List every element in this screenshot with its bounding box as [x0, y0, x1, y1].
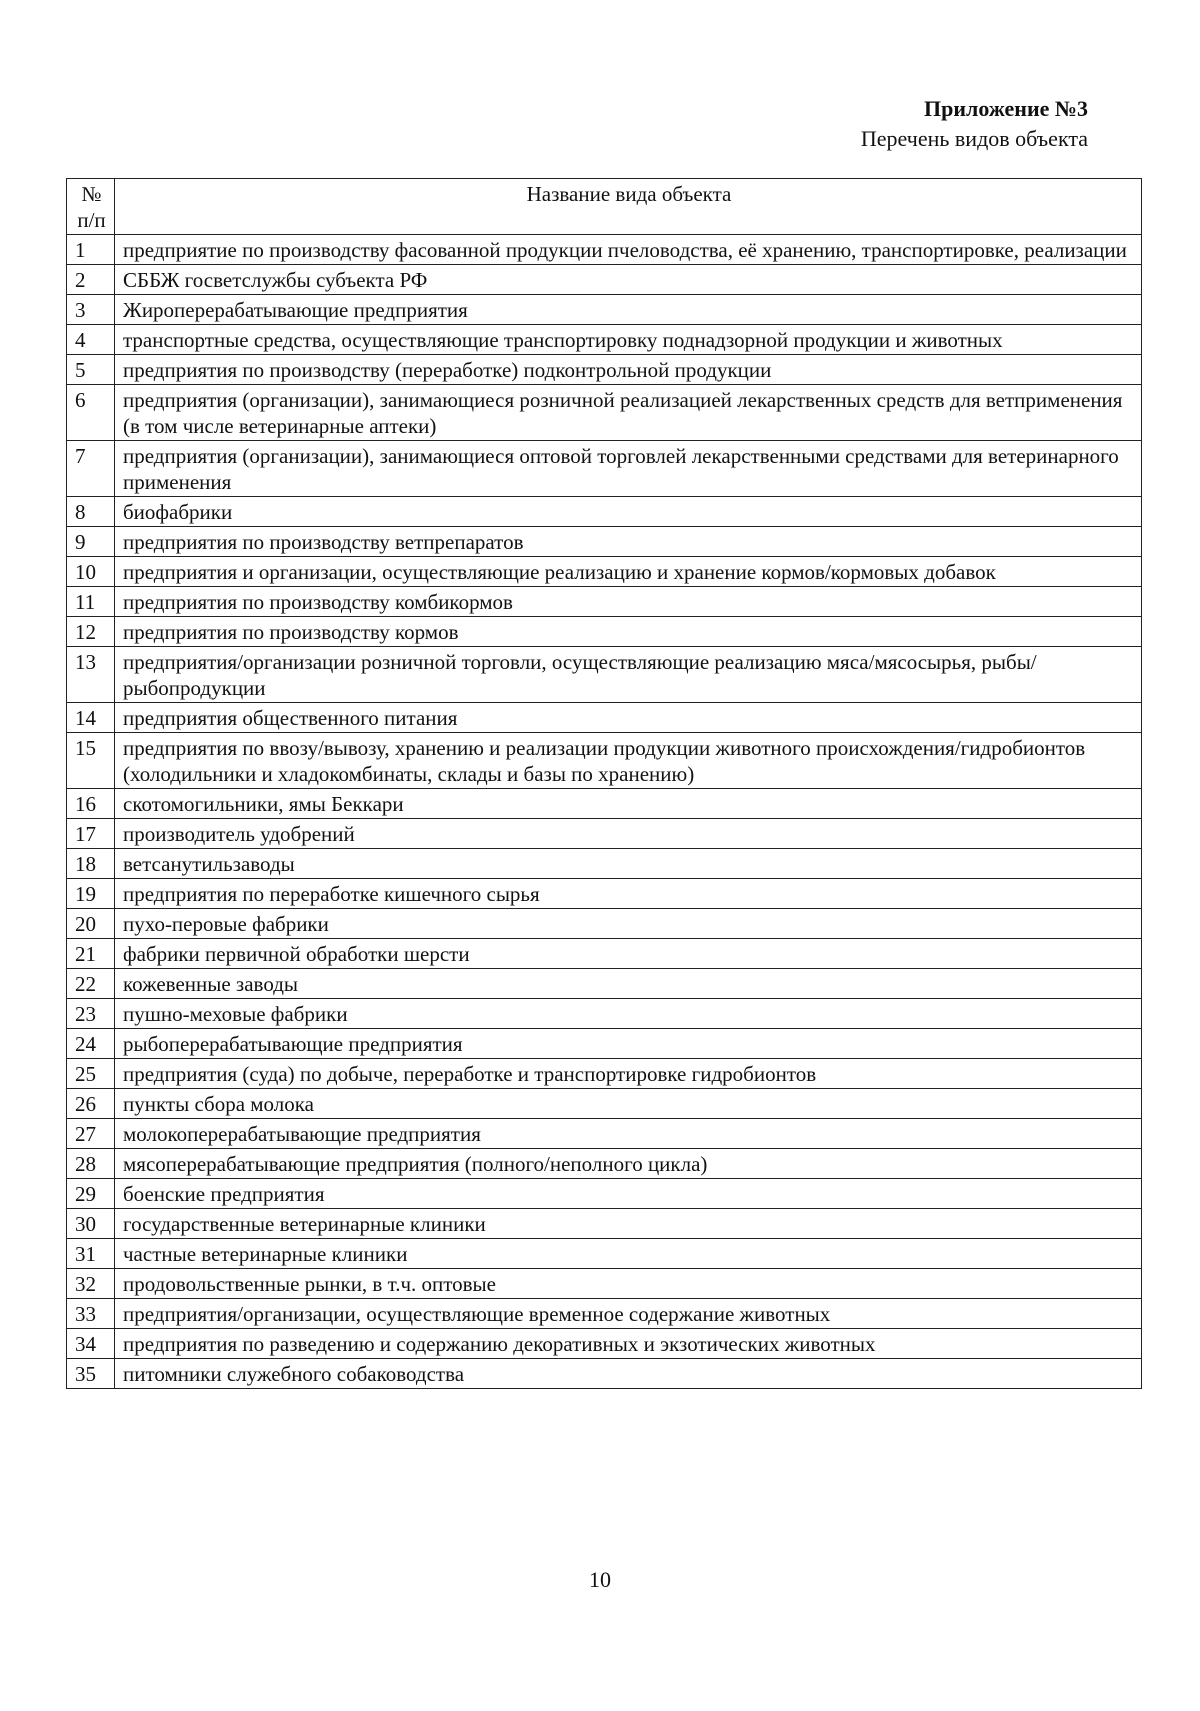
object-type-name-cell: предприятия по ввозу/вывозу, хранению и реализации продукции животного происхождения/гидробионтов (холодильники и хладокомбинаты, склады и базы по хранению) — [115, 733, 1142, 789]
row-number-cell: 6 — [67, 385, 115, 441]
table-row — [67, 325, 1142, 355]
row-number-cell: 9 — [67, 527, 115, 557]
table-row — [67, 497, 1142, 527]
row-number-cell: 24 — [67, 1029, 115, 1059]
object-type-name-cell: предприятия/организации, осуществляющие временное содержание животных — [115, 1299, 1142, 1329]
table-row — [67, 1269, 1142, 1299]
row-number-cell: 2 — [67, 265, 115, 295]
table-row — [67, 355, 1142, 385]
row-number-cell: 16 — [67, 789, 115, 819]
table-row — [67, 1179, 1142, 1209]
table-row — [67, 1149, 1142, 1179]
appendix-subtitle: Перечень видов объекта — [860, 126, 1088, 151]
object-type-name-cell: пушно-меховые фабрики — [115, 999, 1142, 1029]
row-number-cell: 7 — [67, 441, 115, 497]
object-type-name-cell: предприятие по производству фасованной продукции пчеловодства, её хранению, транспортировке, реализации — [115, 235, 1142, 265]
table-row — [67, 441, 1142, 497]
column-header-number-line1: № — [81, 182, 102, 206]
table-row — [67, 617, 1142, 647]
object-type-name-cell: питомники служебного собаководства — [115, 1359, 1142, 1389]
table-row — [67, 295, 1142, 325]
table-header-row — [67, 179, 1142, 235]
row-number-cell: 5 — [67, 355, 115, 385]
row-number-cell: 4 — [67, 325, 115, 355]
table-row — [67, 527, 1142, 557]
table-row — [67, 939, 1142, 969]
object-type-name-cell: производитель удобрений — [115, 819, 1142, 849]
object-type-name-cell: предприятия (суда) по добыче, переработке и транспортировке гидробионтов — [115, 1059, 1142, 1089]
table-row — [67, 385, 1142, 441]
table-row — [67, 733, 1142, 789]
column-header-number — [67, 179, 115, 235]
table-row — [67, 1089, 1142, 1119]
object-type-name-cell: частные ветеринарные клиники — [115, 1239, 1142, 1269]
table-row — [67, 1029, 1142, 1059]
table-row — [67, 1329, 1142, 1359]
object-type-name-cell: мясоперерабатывающие предприятия (полного/неполного цикла) — [115, 1149, 1142, 1179]
table-row — [67, 235, 1142, 265]
row-number-cell: 34 — [67, 1329, 115, 1359]
table-row — [67, 879, 1142, 909]
row-number-cell: 20 — [67, 909, 115, 939]
row-number-cell: 13 — [67, 647, 115, 703]
object-type-name-cell: рыбоперерабатывающие предприятия — [115, 1029, 1142, 1059]
object-type-name-cell: ветсанутильзаводы — [115, 849, 1142, 879]
object-type-name-cell: биофабрики — [115, 497, 1142, 527]
row-number-cell: 10 — [67, 557, 115, 587]
object-type-name-cell: предприятия общественного питания — [115, 703, 1142, 733]
row-number-cell: 12 — [67, 617, 115, 647]
row-number-cell: 28 — [67, 1149, 115, 1179]
table-row — [67, 819, 1142, 849]
row-number-cell: 18 — [67, 849, 115, 879]
table-row — [67, 1209, 1142, 1239]
row-number-cell: 35 — [67, 1359, 115, 1389]
row-number-cell: 32 — [67, 1269, 115, 1299]
table-row — [67, 587, 1142, 617]
row-number-cell: 17 — [67, 819, 115, 849]
table-row — [67, 265, 1142, 295]
object-type-name-cell: предприятия и организации, осуществляющие реализацию и хранение кормов/кормовых добавок — [115, 557, 1142, 587]
object-type-name-cell: предприятия по переработке кишечного сырья — [115, 879, 1142, 909]
row-number-cell: 1 — [67, 235, 115, 265]
object-type-name-cell: предприятия (организации), занимающиеся розничной реализацией лекарственных средств для ветприменения (в том числе ветеринарные аптеки) — [115, 385, 1142, 441]
object-type-name-cell: пухо-перовые фабрики — [115, 909, 1142, 939]
row-number-cell: 8 — [67, 497, 115, 527]
row-number-cell: 26 — [67, 1089, 115, 1119]
row-number-cell: 15 — [67, 733, 115, 789]
object-type-name-cell: предприятия/организации розничной торговли, осуществляющие реализацию мяса/мясосырья, рыбы/рыбопродукции — [115, 647, 1142, 703]
row-number-cell: 3 — [67, 295, 115, 325]
row-number-cell: 29 — [67, 1179, 115, 1209]
row-number-cell: 21 — [67, 939, 115, 969]
object-type-name-cell: предприятия по производству кормов — [115, 617, 1142, 647]
object-type-name-cell: СББЖ госветслужбы субъекта РФ — [115, 265, 1142, 295]
appendix-header — [861, 94, 1088, 154]
table-row — [67, 1119, 1142, 1149]
table-row — [67, 1239, 1142, 1269]
object-type-name-cell: продовольственные рынки, в т.ч. оптовые — [115, 1269, 1142, 1299]
object-type-name-cell: предприятия по производству комбикормов — [115, 587, 1142, 617]
table-row — [67, 849, 1142, 879]
object-type-name-cell: Жироперерабатывающие предприятия — [115, 295, 1142, 325]
object-type-name-cell: предприятия по производству (переработке) подконтрольной продукции — [115, 355, 1142, 385]
table-row — [67, 999, 1142, 1029]
object-type-name-cell: предприятия по разведению и содержанию декоративных и экзотических животных — [115, 1329, 1142, 1359]
table-row — [67, 789, 1142, 819]
column-header-name: Название вида объекта — [115, 179, 1142, 235]
row-number-cell: 30 — [67, 1209, 115, 1239]
table-row — [67, 969, 1142, 999]
row-number-cell: 11 — [67, 587, 115, 617]
object-type-name-cell: кожевенные заводы — [115, 969, 1142, 999]
object-type-name-cell: скотомогильники, ямы Беккари — [115, 789, 1142, 819]
object-type-name-cell: боенские предприятия — [115, 1179, 1142, 1209]
page-number: 10 — [589, 1567, 611, 1592]
column-header-number-line2: п/п — [77, 208, 106, 232]
object-type-name-cell: молокоперерабатывающие предприятия — [115, 1119, 1142, 1149]
object-type-name-cell: предприятия (организации), занимающиеся оптовой торговлей лекарственными средствами для ветеринарного применения — [115, 441, 1142, 497]
row-number-cell: 23 — [67, 999, 115, 1029]
table-row — [67, 703, 1142, 733]
table-row — [67, 1359, 1142, 1389]
table-row — [67, 557, 1142, 587]
object-type-name-cell: государственные ветеринарные клиники — [115, 1209, 1142, 1239]
table-row — [67, 1059, 1142, 1089]
row-number-cell: 31 — [67, 1239, 115, 1269]
table-row — [67, 909, 1142, 939]
appendix-title: Приложение №3 — [924, 96, 1088, 121]
object-types-table — [66, 178, 1142, 1389]
object-type-name-cell: предприятия по производству ветпрепаратов — [115, 527, 1142, 557]
row-number-cell: 22 — [67, 969, 115, 999]
table-row — [67, 647, 1142, 703]
row-number-cell: 27 — [67, 1119, 115, 1149]
object-type-name-cell: транспортные средства, осуществляющие транспортировку поднадзорной продукции и животных — [115, 325, 1142, 355]
row-number-cell: 19 — [67, 879, 115, 909]
row-number-cell: 25 — [67, 1059, 115, 1089]
table-row — [67, 1299, 1142, 1329]
row-number-cell: 33 — [67, 1299, 115, 1329]
object-type-name-cell: фабрики первичной обработки шерсти — [115, 939, 1142, 969]
table-body — [67, 235, 1142, 1389]
row-number-cell: 14 — [67, 703, 115, 733]
object-type-name-cell: пункты сбора молока — [115, 1089, 1142, 1119]
